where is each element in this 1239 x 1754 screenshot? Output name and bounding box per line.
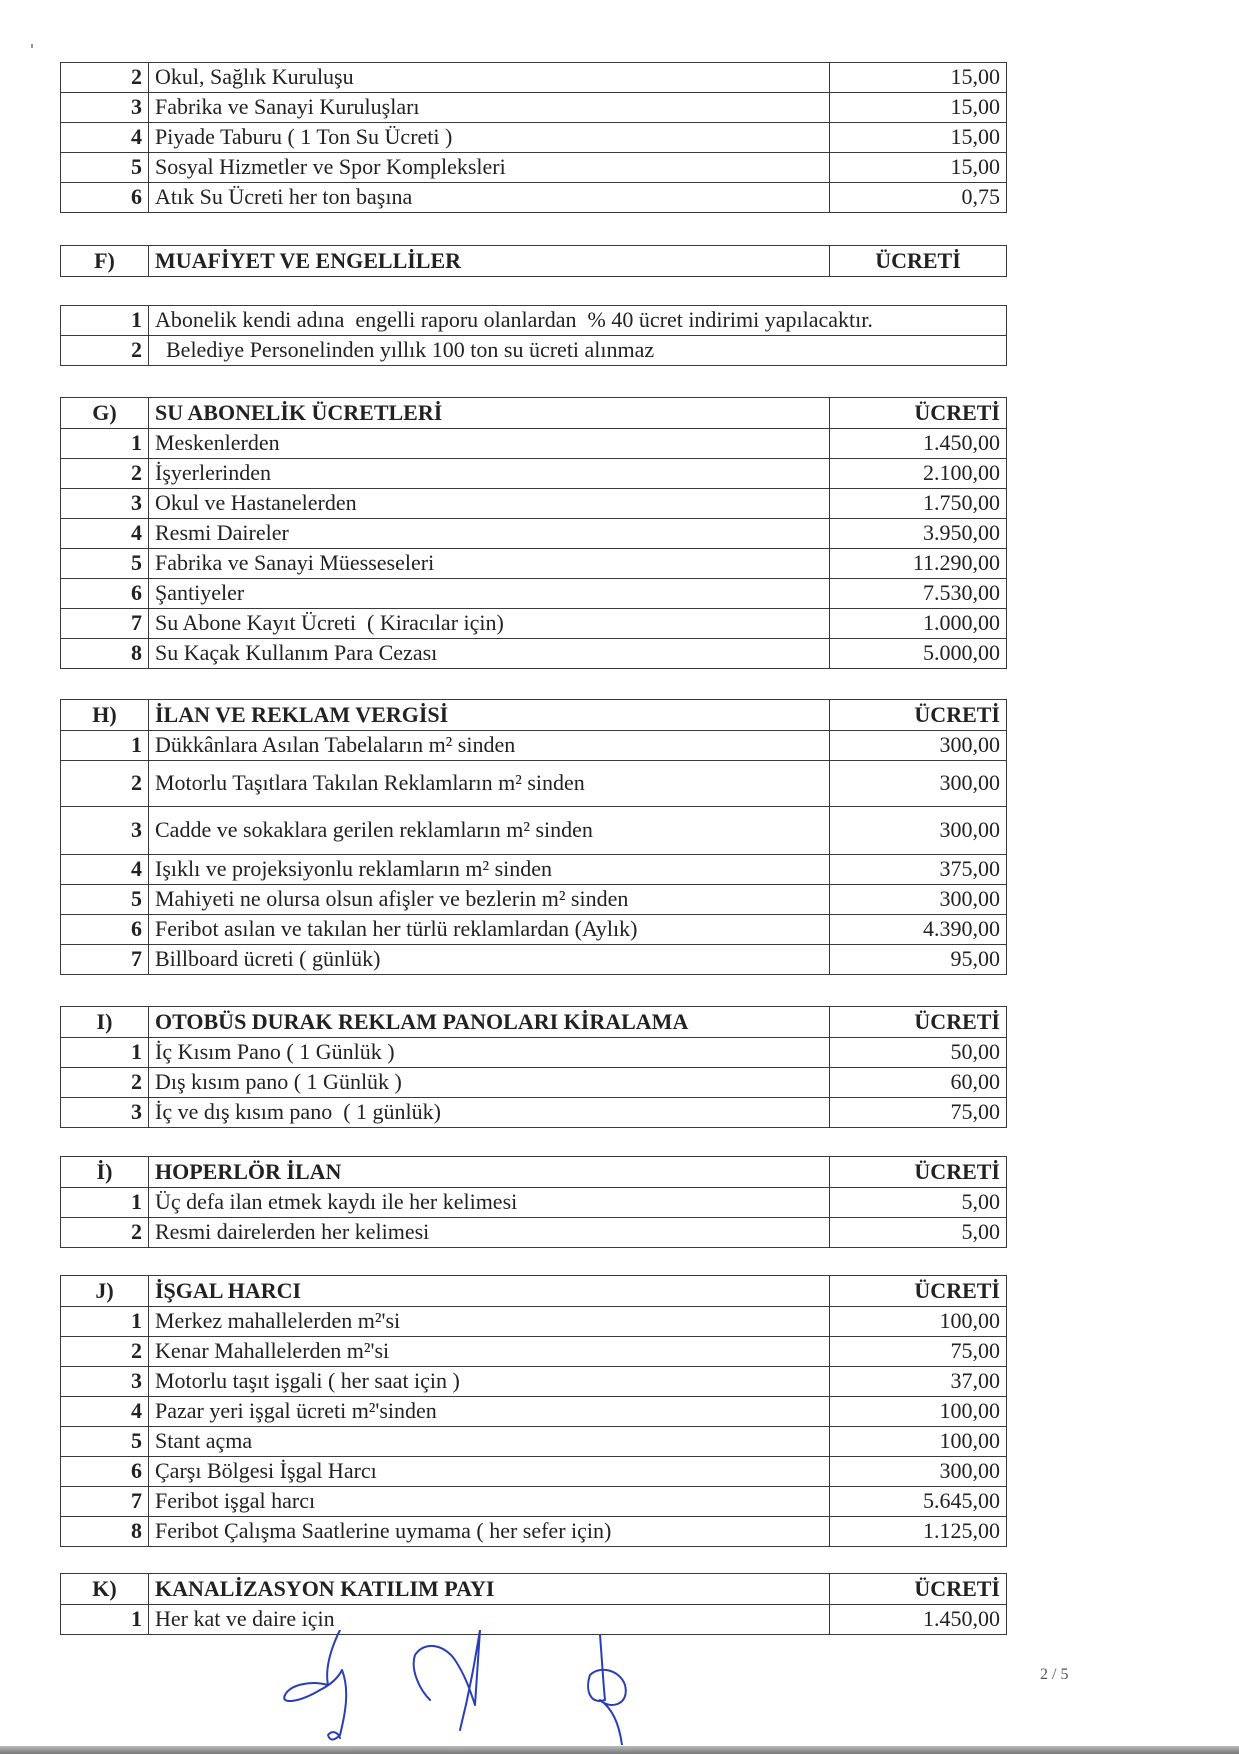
row-fee: 1.450,00 bbox=[830, 429, 1007, 459]
row-description: Dükkânlara Asılan Tabelaların m² sinden bbox=[149, 731, 830, 761]
section-title: SU ABONELİK ÜCRETLERİ bbox=[149, 398, 830, 429]
fee-header: ÜCRETİ bbox=[830, 1276, 1007, 1307]
fee-header: ÜCRETİ bbox=[830, 398, 1007, 429]
row-fee: 7.530,00 bbox=[830, 579, 1007, 609]
scan-speck bbox=[31, 44, 33, 48]
table-row bbox=[61, 93, 1007, 123]
row-description: Pazar yeri işgal ücreti m²'sinden bbox=[149, 1397, 830, 1427]
row-description: Resmi dairelerden her kelimesi bbox=[149, 1218, 830, 1248]
section-title: İLAN VE REKLAM VERGİSİ bbox=[149, 700, 830, 731]
row-number: 2 bbox=[61, 63, 149, 93]
row-description: Sosyal Hizmetler ve Spor Kompleksleri bbox=[149, 153, 830, 183]
row-number: 7 bbox=[61, 945, 149, 975]
row-fee: 60,00 bbox=[830, 1068, 1007, 1098]
section-title: MUAFİYET VE ENGELLİLER bbox=[149, 246, 830, 277]
table-row bbox=[61, 549, 1007, 579]
row-fee: 0,75 bbox=[830, 183, 1007, 213]
row-number: 4 bbox=[61, 1397, 149, 1427]
row-number: 4 bbox=[61, 123, 149, 153]
row-fee: 5,00 bbox=[830, 1218, 1007, 1248]
row-fee: 100,00 bbox=[830, 1397, 1007, 1427]
section-code: G) bbox=[61, 398, 149, 429]
signature-2 bbox=[414, 1630, 480, 1730]
table-row bbox=[61, 1517, 1007, 1547]
row-description: Su Kaçak Kullanım Para Cezası bbox=[149, 639, 830, 669]
section-code: K) bbox=[61, 1574, 149, 1605]
row-fee: 37,00 bbox=[830, 1367, 1007, 1397]
table-section-h bbox=[60, 699, 1007, 975]
row-fee: 100,00 bbox=[830, 1427, 1007, 1457]
section-code: H) bbox=[61, 700, 149, 731]
row-description: Işıklı ve projeksiyonlu reklamların m² sinden bbox=[149, 855, 830, 885]
table-section-j bbox=[60, 1275, 1007, 1547]
table-row bbox=[61, 1098, 1007, 1128]
row-fee: 15,00 bbox=[830, 123, 1007, 153]
table-section-k bbox=[60, 1573, 1007, 1635]
row-number: 1 bbox=[61, 429, 149, 459]
row-description: Motorlu Taşıtlara Takılan Reklamların m² sinden bbox=[149, 761, 830, 807]
row-description: İşyerlerinden bbox=[149, 459, 830, 489]
row-number: 2 bbox=[61, 761, 149, 807]
row-description: Abonelik kendi adına engelli raporu olanlardan % 40 ücret indirimi yapılacaktır. bbox=[149, 306, 1007, 336]
row-description: Meskenlerden bbox=[149, 429, 830, 459]
section-header bbox=[61, 700, 1007, 731]
row-number: 1 bbox=[61, 731, 149, 761]
row-number: 8 bbox=[61, 639, 149, 669]
table-row bbox=[61, 459, 1007, 489]
row-number: 3 bbox=[61, 1367, 149, 1397]
row-fee: 1.750,00 bbox=[830, 489, 1007, 519]
row-number: 6 bbox=[61, 1457, 149, 1487]
fee-header: ÜCRETİ bbox=[830, 1574, 1007, 1605]
table-section-i-dotted bbox=[60, 1156, 1007, 1248]
table-row bbox=[61, 915, 1007, 945]
table-section-f bbox=[60, 305, 1007, 366]
table-row bbox=[61, 336, 1007, 366]
row-fee: 5.645,00 bbox=[830, 1487, 1007, 1517]
row-number: 2 bbox=[61, 336, 149, 366]
row-description: Cadde ve sokaklara gerilen reklamların m² sinden bbox=[149, 807, 830, 855]
row-fee: 11.290,00 bbox=[830, 549, 1007, 579]
row-description: İç ve dış kısım pano ( 1 günlük) bbox=[149, 1098, 830, 1128]
fee-header: ÜCRETİ bbox=[830, 700, 1007, 731]
section-header bbox=[61, 398, 1007, 429]
table-row bbox=[61, 1218, 1007, 1248]
row-fee: 1.125,00 bbox=[830, 1517, 1007, 1547]
section-code: İ) bbox=[61, 1157, 149, 1188]
row-number: 3 bbox=[61, 1098, 149, 1128]
row-number: 3 bbox=[61, 489, 149, 519]
table-row bbox=[61, 153, 1007, 183]
table-row bbox=[61, 945, 1007, 975]
row-fee: 75,00 bbox=[830, 1098, 1007, 1128]
row-fee: 50,00 bbox=[830, 1038, 1007, 1068]
row-fee: 15,00 bbox=[830, 63, 1007, 93]
fee-header: ÜCRETİ bbox=[830, 246, 1007, 277]
row-fee: 1.450,00 bbox=[830, 1605, 1007, 1635]
signatures bbox=[270, 1630, 740, 1745]
row-fee: 4.390,00 bbox=[830, 915, 1007, 945]
row-description: Su Abone Kayıt Ücreti ( Kiracılar için) bbox=[149, 609, 830, 639]
table-row bbox=[61, 519, 1007, 549]
table-section-e bbox=[60, 62, 1007, 213]
row-fee: 300,00 bbox=[830, 1457, 1007, 1487]
row-number: 8 bbox=[61, 1517, 149, 1547]
row-fee: 300,00 bbox=[830, 885, 1007, 915]
row-description: Üç defa ilan etmek kaydı ile her kelimesi bbox=[149, 1188, 830, 1218]
row-description: Stant açma bbox=[149, 1427, 830, 1457]
row-fee: 5,00 bbox=[830, 1188, 1007, 1218]
row-description: Merkez mahallelerden m²'si bbox=[149, 1307, 830, 1337]
row-description: Feribot işgal harcı bbox=[149, 1487, 830, 1517]
row-description: Atık Su Ücreti her ton başına bbox=[149, 183, 830, 213]
table-row bbox=[61, 1457, 1007, 1487]
table-row bbox=[61, 1367, 1007, 1397]
table-section-g bbox=[60, 397, 1007, 669]
section-code: F) bbox=[61, 246, 149, 277]
section-header bbox=[61, 1007, 1007, 1038]
table-row bbox=[61, 123, 1007, 153]
row-number: 2 bbox=[61, 1337, 149, 1367]
row-description: Çarşı Bölgesi İşgal Harcı bbox=[149, 1457, 830, 1487]
section-code: I) bbox=[61, 1007, 149, 1038]
fee-header: ÜCRETİ bbox=[830, 1157, 1007, 1188]
table-row bbox=[61, 731, 1007, 761]
table-section-i bbox=[60, 1006, 1007, 1128]
row-description: Piyade Taburu ( 1 Ton Su Ücreti ) bbox=[149, 123, 830, 153]
table-row bbox=[61, 1307, 1007, 1337]
row-fee: 95,00 bbox=[830, 945, 1007, 975]
row-description: İç Kısım Pano ( 1 Günlük ) bbox=[149, 1038, 830, 1068]
row-fee: 100,00 bbox=[830, 1307, 1007, 1337]
row-fee: 5.000,00 bbox=[830, 639, 1007, 669]
table-row bbox=[61, 807, 1007, 855]
row-number: 2 bbox=[61, 459, 149, 489]
row-fee: 15,00 bbox=[830, 93, 1007, 123]
row-number: 2 bbox=[61, 1068, 149, 1098]
row-number: 7 bbox=[61, 609, 149, 639]
section-header bbox=[61, 1276, 1007, 1307]
table-row bbox=[61, 183, 1007, 213]
row-fee: 75,00 bbox=[830, 1337, 1007, 1367]
row-fee: 2.100,00 bbox=[830, 459, 1007, 489]
row-number: 5 bbox=[61, 153, 149, 183]
row-fee: 3.950,00 bbox=[830, 519, 1007, 549]
row-number: 1 bbox=[61, 1307, 149, 1337]
section-header bbox=[61, 1157, 1007, 1188]
row-number: 5 bbox=[61, 885, 149, 915]
row-description: Fabrika ve Sanayi Müesseseleri bbox=[149, 549, 830, 579]
row-number: 4 bbox=[61, 519, 149, 549]
row-number: 1 bbox=[61, 1038, 149, 1068]
section-title: KANALİZASYON KATILIM PAYI bbox=[149, 1574, 830, 1605]
row-number: 2 bbox=[61, 1218, 149, 1248]
table-row bbox=[61, 1337, 1007, 1367]
table-row bbox=[61, 1068, 1007, 1098]
row-number: 3 bbox=[61, 93, 149, 123]
table-row bbox=[61, 1038, 1007, 1068]
page-number: 2 / 5 bbox=[1040, 1666, 1069, 1683]
table-row bbox=[61, 306, 1007, 336]
table-row bbox=[61, 579, 1007, 609]
section-title: OTOBÜS DURAK REKLAM PANOLARI KİRALAMA bbox=[149, 1007, 830, 1038]
row-fee: 300,00 bbox=[830, 807, 1007, 855]
row-number: 5 bbox=[61, 549, 149, 579]
row-fee: 15,00 bbox=[830, 153, 1007, 183]
row-description: Feribot Çalışma Saatlerine uymama ( her sefer için) bbox=[149, 1517, 830, 1547]
row-fee: 1.000,00 bbox=[830, 609, 1007, 639]
row-fee: 300,00 bbox=[830, 761, 1007, 807]
row-description: Kenar Mahallelerden m²'si bbox=[149, 1337, 830, 1367]
signature-3 bbox=[588, 1635, 626, 1745]
row-description: Billboard ücreti ( günlük) bbox=[149, 945, 830, 975]
table-row bbox=[61, 885, 1007, 915]
row-fee: 300,00 bbox=[830, 731, 1007, 761]
row-description: Okul, Sağlık Kuruluşu bbox=[149, 63, 830, 93]
row-description: Resmi Daireler bbox=[149, 519, 830, 549]
row-description: Feribot asılan ve takılan her türlü reklamlardan (Aylık) bbox=[149, 915, 830, 945]
section-header bbox=[61, 1574, 1007, 1605]
table-row bbox=[61, 761, 1007, 807]
table-row bbox=[61, 1427, 1007, 1457]
row-description: Fabrika ve Sanayi Kuruluşları bbox=[149, 93, 830, 123]
page-edge bbox=[0, 1746, 1239, 1754]
table-section-f-header bbox=[60, 245, 1007, 277]
row-number: 3 bbox=[61, 807, 149, 855]
row-fee: 375,00 bbox=[830, 855, 1007, 885]
row-number: 4 bbox=[61, 855, 149, 885]
table-row bbox=[61, 609, 1007, 639]
row-number: 6 bbox=[61, 183, 149, 213]
table-row bbox=[61, 1487, 1007, 1517]
row-description: Dış kısım pano ( 1 Günlük ) bbox=[149, 1068, 830, 1098]
row-number: 7 bbox=[61, 1487, 149, 1517]
row-description: Mahiyeti ne olursa olsun afişler ve bezlerin m² sinden bbox=[149, 885, 830, 915]
fee-header: ÜCRETİ bbox=[830, 1007, 1007, 1038]
table-row bbox=[61, 429, 1007, 459]
section-code: J) bbox=[61, 1276, 149, 1307]
row-number: 1 bbox=[61, 306, 149, 336]
table-row bbox=[61, 63, 1007, 93]
row-number: 6 bbox=[61, 915, 149, 945]
row-description: Her kat ve daire için bbox=[149, 1605, 830, 1635]
table-row bbox=[61, 1188, 1007, 1218]
row-number: 6 bbox=[61, 579, 149, 609]
row-description: Şantiyeler bbox=[149, 579, 830, 609]
section-title: HOPERLÖR İLAN bbox=[149, 1157, 830, 1188]
signature-1 bbox=[284, 1630, 346, 1740]
row-number: 5 bbox=[61, 1427, 149, 1457]
row-description: Belediye Personelinden yıllık 100 ton su ücreti alınmaz bbox=[149, 336, 1007, 366]
table-row bbox=[61, 1397, 1007, 1427]
row-description: Motorlu taşıt işgali ( her saat için ) bbox=[149, 1367, 830, 1397]
table-row bbox=[61, 489, 1007, 519]
row-description: Okul ve Hastanelerden bbox=[149, 489, 830, 519]
section-title: İŞGAL HARCI bbox=[149, 1276, 830, 1307]
section-header bbox=[61, 246, 1007, 277]
row-number: 1 bbox=[61, 1605, 149, 1635]
table-row bbox=[61, 855, 1007, 885]
row-number: 1 bbox=[61, 1188, 149, 1218]
table-row bbox=[61, 639, 1007, 669]
